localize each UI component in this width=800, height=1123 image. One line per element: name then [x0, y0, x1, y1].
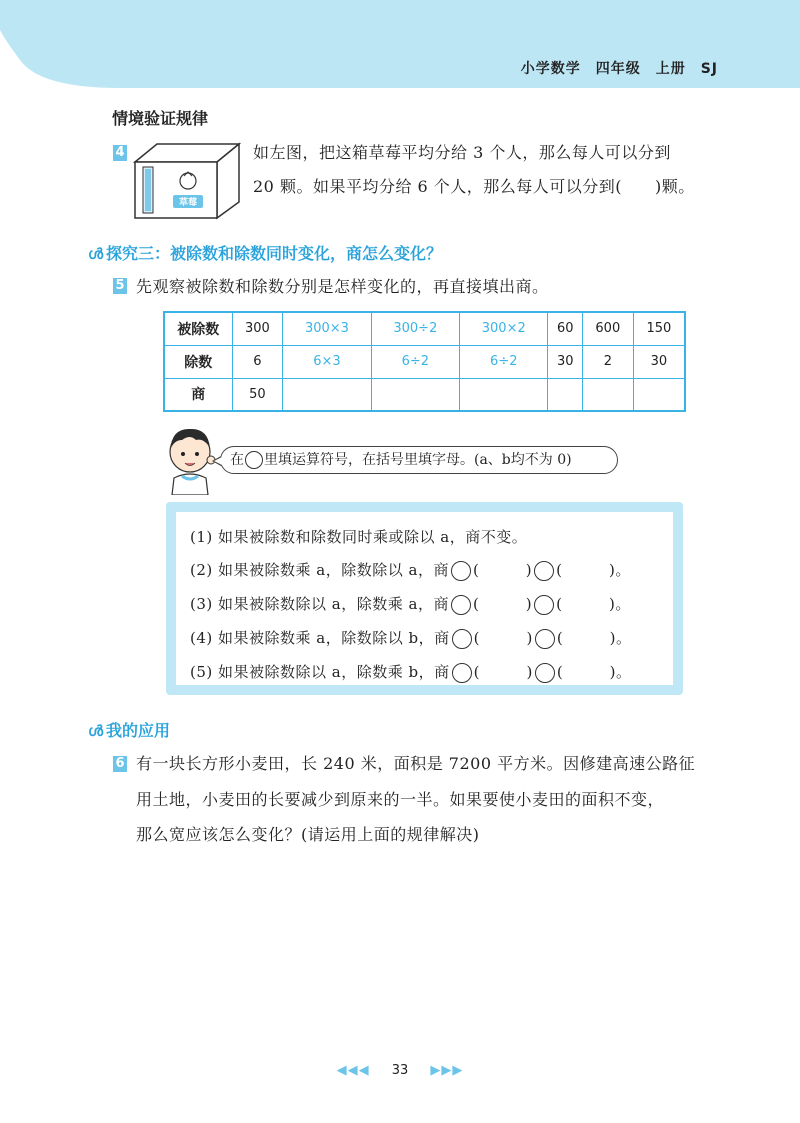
operator-circle-blank[interactable]	[535, 629, 555, 649]
rule-line-3: (3) 如果被除数除以 a，除数乘 a，商 ( ) ( )。	[190, 595, 631, 613]
prev-arrows-icon: ◀◀◀	[336, 1063, 370, 1078]
application-heading-text: 我的应用	[106, 721, 171, 740]
question-6-line-2: 用土地，小麦田的长要减少到原来的一半。如果要使小麦田的面积不变，	[136, 790, 665, 809]
letter-paren-blank[interactable]: ( )	[556, 595, 616, 613]
operator-circle-blank[interactable]	[534, 595, 554, 615]
letter-paren-blank[interactable]: ( )	[556, 663, 617, 681]
dividend-cell: 300×3	[283, 312, 371, 345]
rule-line-1: (1) 如果被除数和除数同时乘或除以 a，商不变。	[190, 528, 528, 546]
application-heading	[88, 718, 170, 741]
dividend-cell: 150	[633, 312, 685, 345]
divisor-cell: 6	[232, 345, 283, 378]
letter-paren-blank[interactable]: ( )	[473, 663, 533, 681]
next-arrows-icon: ▶▶▶	[430, 1063, 464, 1078]
quotient-cell-blank[interactable]	[582, 378, 633, 411]
question-number-4: 4	[113, 145, 127, 161]
rule-line-2: (2) 如果被除数乘 a，除数除以 a，商 ( ) ( )。	[190, 561, 631, 579]
operator-circle-blank[interactable]	[451, 561, 471, 581]
row-label-dividend: 被除数	[164, 312, 232, 345]
header-wave-band	[0, 0, 800, 95]
letter-paren-blank[interactable]: ( )	[473, 629, 533, 647]
table-row-dividend	[164, 312, 685, 345]
letter-paren-blank[interactable]: ( )	[472, 595, 533, 613]
operator-circle-blank[interactable]	[534, 561, 554, 581]
page-footer	[0, 1063, 800, 1078]
divisor-cell: 6÷2	[460, 345, 548, 378]
letter-paren-blank[interactable]: ( )	[472, 561, 533, 579]
quotient-cell-blank[interactable]	[633, 378, 685, 411]
section-tag-icon: ൾ	[88, 245, 104, 263]
hint-speech-bubble	[220, 446, 618, 474]
explore-heading-text: 探究三：被除数和除数同时变化，商怎么变化？	[106, 244, 443, 263]
question-6-line-3: 那么宽应该怎么变化？(请运用上面的规律解决)	[136, 825, 480, 844]
letter-paren-blank[interactable]: ( )	[556, 629, 617, 647]
quotient-cell-blank[interactable]	[371, 378, 459, 411]
strawberry-box-illustration	[133, 140, 241, 220]
question-4-line-1: 如左图，把这箱草莓平均分给 3 个人，那么每人可以分到	[253, 143, 671, 162]
rule-line-4: (4) 如果被除数乘 a，除数除以 b，商 ( ) ( )。	[190, 629, 632, 647]
dividend-cell: 300÷2	[371, 312, 459, 345]
section-tag-icon: ൾ	[88, 722, 104, 740]
dividend-cell: 60	[548, 312, 582, 345]
table-row-divisor	[164, 345, 685, 378]
rule-line-5: (5) 如果被除数除以 a，除数乘 b，商 ( ) ( )。	[190, 663, 632, 681]
operator-circle-blank[interactable]	[535, 663, 555, 683]
dividend-cell: 300×2	[460, 312, 548, 345]
quotient-cell: 50	[232, 378, 283, 411]
rules-panel	[166, 502, 683, 695]
speech-text-part-1: 在	[230, 452, 244, 468]
quotient-cell-blank[interactable]	[548, 378, 582, 411]
quotient-cell-blank[interactable]	[460, 378, 548, 411]
header-title: 小学数学 四年级 上册 SJ	[520, 61, 718, 77]
divisor-cell: 6×3	[283, 345, 371, 378]
letter-paren-blank[interactable]: ( )	[556, 561, 616, 579]
question-4-line-2: 20 颗。如果平均分给 6 个人，那么每人可以分到( )颗。	[253, 177, 695, 196]
question-number-5: 5	[113, 278, 127, 294]
strawberry-box-label: 草莓	[178, 198, 198, 208]
operator-circle-blank[interactable]	[451, 595, 471, 615]
boy-character-illustration	[160, 420, 220, 495]
divisor-cell: 2	[582, 345, 633, 378]
question-5-text: 先观察被除数和除数分别是怎样变化的，再直接填出商。	[136, 277, 549, 296]
page-number: 33	[391, 1063, 409, 1078]
question-number-6: 6	[113, 756, 127, 772]
division-table	[163, 311, 686, 412]
question-6-line-1: 有一块长方形小麦田，长 240 米，面积是 7200 平方米。因修建高速公路征	[136, 754, 696, 773]
divisor-cell: 30	[633, 345, 685, 378]
speech-text-part-2: 里填运算符号，在括号里填字母。(a、b均不为 0)	[264, 452, 572, 468]
divisor-cell: 6÷2	[371, 345, 459, 378]
dividend-cell: 300	[232, 312, 283, 345]
section-heading-scenario: 情境验证规律	[112, 109, 209, 128]
rules-panel-inner	[176, 512, 673, 685]
quotient-cell-blank[interactable]	[283, 378, 371, 411]
divisor-cell: 30	[548, 345, 582, 378]
row-label-divisor: 除数	[164, 345, 232, 378]
explore-heading	[88, 241, 442, 264]
circle-icon	[245, 451, 263, 469]
operator-circle-blank[interactable]	[452, 629, 472, 649]
dividend-cell: 600	[582, 312, 633, 345]
table-row-quotient	[164, 378, 685, 411]
row-label-quotient: 商	[164, 378, 232, 411]
operator-circle-blank[interactable]	[452, 663, 472, 683]
